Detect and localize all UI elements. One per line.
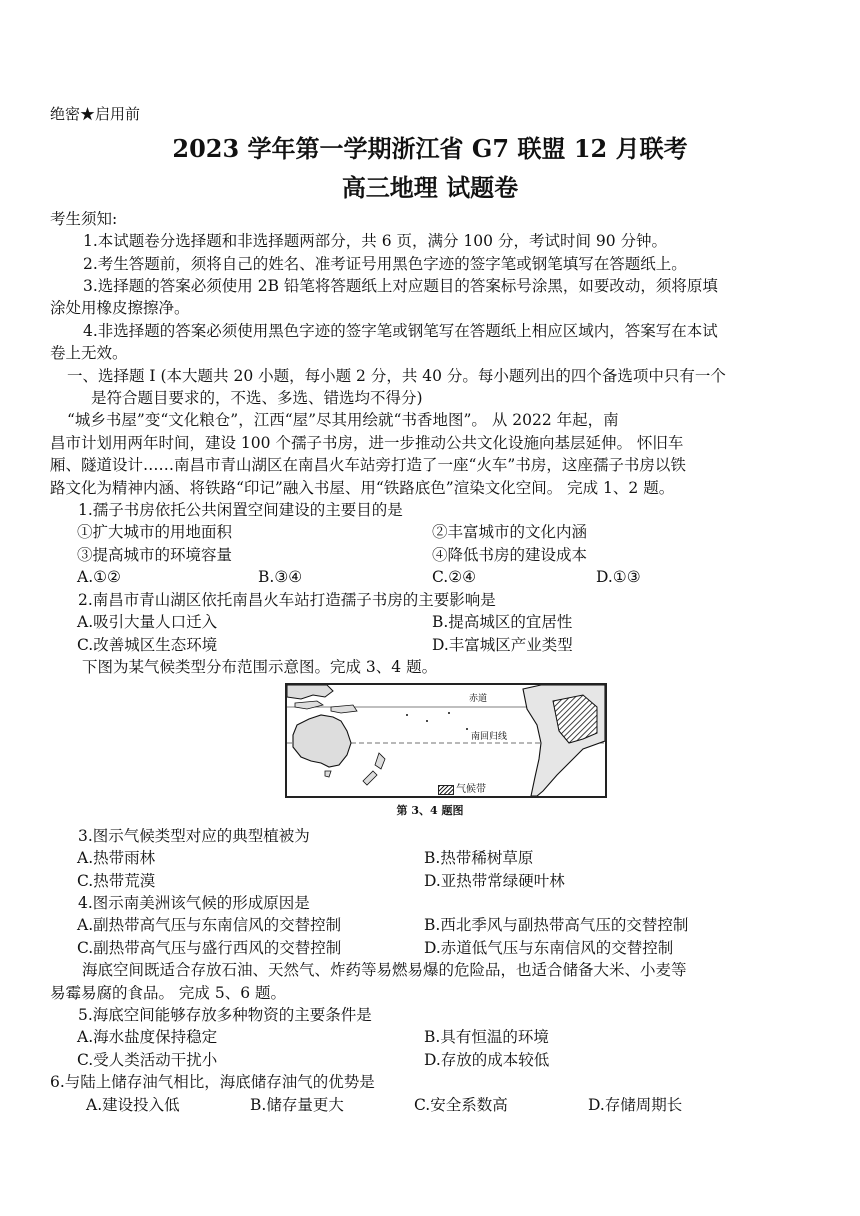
passage-1-line-2: 昌市计划用两年时间，建设 100 个孺子书房，进一步推动公共文化设施向基层延伸。 怀旧车 [50, 434, 684, 452]
legend-hatch-swatch [438, 785, 454, 795]
question-4-stem: 4.图示南美洲该气候的形成原因是 [78, 894, 310, 912]
legend-label: 气候带 [456, 784, 486, 795]
notice-line-3: 3.选择题的答案必须使用 2B 铅笔将答题纸上对应题目的答案标号涂黑，如要改动，须将原填 [83, 277, 718, 295]
question-3-option-d: D.亚热带常绿硬叶林 [424, 872, 565, 890]
question-1-option-a: A.①② [77, 568, 121, 586]
section-heading: 一、选择题 I (本大题共 20 小题，每小题 2 分，共 40 分。每小题列出的四个备选项中只有一个 [67, 367, 726, 385]
section-heading-cont: 是符合题目要求的，不选、多选、错选均不得分) [91, 389, 423, 407]
question-1-option-b: B.③④ [258, 568, 303, 586]
figure-caption: 第 3、4 题图 [396, 804, 464, 817]
question-1-stem: 1.孺子书房依托公共闲置空间建设的主要目的是 [78, 501, 403, 519]
passage-2-line-2: 易霉易腐的食品。 完成 5、6 题。 [50, 984, 287, 1002]
australia-land [293, 715, 351, 767]
climate-map-drawing [287, 685, 605, 796]
question-2-stem: 2.南昌市青山湖区依托南昌火车站打造孺子书房的主要影响是 [78, 591, 496, 609]
question-5-option-d: D.存放的成本较低 [424, 1051, 550, 1069]
notice-line-1: 1.本试题卷分选择题和非选择题两部分，共 6 页，满分 100 分，考试时间 90 分钟。 [83, 232, 668, 250]
question-3-option-c: C.热带荒漠 [77, 872, 156, 890]
question-5-stem: 5.海底空间能够存放多种物资的主要条件是 [78, 1006, 372, 1024]
question-2-option-c: C.改善城区生态环境 [77, 636, 218, 654]
confidential-label: 绝密★启用前 [50, 105, 141, 123]
exam-subtitle: 高三地理 试题卷 [341, 173, 519, 202]
question-3-option-a: A.热带雨林 [77, 849, 156, 867]
notice-line-4: 4.非选择题的答案必须使用黑色字迹的签字笔或钢笔写在答题纸上相应区域内，答案写在本试 [83, 322, 718, 340]
map-legend [438, 784, 486, 796]
question-6-option-c: C.安全系数高 [414, 1096, 508, 1114]
question-5-option-a: A.海水盐度保持稳定 [77, 1028, 218, 1046]
question-4-option-d: D.赤道低气压与东南信风的交替控制 [424, 939, 674, 957]
notice-line-3-cont: 涂处用橡皮擦擦净。 [50, 299, 190, 317]
question-4-option-a: A.副热带高气压与东南信风的交替控制 [77, 916, 342, 934]
question-1-option-c: C.②④ [432, 568, 477, 586]
notice-line-2: 2.考生答题前，须将自己的姓名、准考证号用黑色字迹的签字笔或钢笔填写在答题纸上。 [83, 255, 687, 273]
question-2-option-a: A.吸引大量人口迁入 [77, 613, 218, 631]
question-6-stem: 6.与陆上储存油气相比，海底储存油气的优势是 [50, 1073, 375, 1091]
asia-land [287, 685, 333, 699]
new-zealand-south [363, 771, 377, 785]
passage-2-line-1: 海底空间既适合存放石油、天然气、炸药等易燃易爆的危险品，也适合储备大米、小麦等 [82, 961, 687, 979]
passage-1-line-1: “城乡书屋”变“文化粮仓”，江西“屋”尽其用绘就“书香地图”。 从 2022 年起，南 [67, 411, 619, 429]
question-6-option-a: A.建设投入低 [86, 1096, 180, 1114]
question-3-stem: 3.图示气候类型对应的典型植被为 [78, 827, 310, 845]
question-1-item-3: ③提高城市的环境容量 [77, 546, 233, 564]
indonesia-land [295, 701, 323, 709]
figure-intro: 下图为某气候类型分布范围示意图。完成 3、4 题。 [82, 658, 438, 676]
question-1-item-1: ①扩大城市的用地面积 [77, 523, 233, 541]
new-zealand-north [375, 753, 385, 769]
tropic-label: 南回归线 [471, 732, 508, 742]
passage-1-line-4: 路文化为精神内涵、将铁路“印记”融入书屋、用“铁路底色”渲染文化空间。 完成 1、2 题。 [50, 479, 675, 497]
question-2-option-d: D.丰富城区产业类型 [432, 636, 573, 654]
question-1-option-d: D.①③ [596, 568, 641, 586]
question-6-option-d: D.存储周期长 [588, 1096, 683, 1114]
notice-heading: 考生须知: [50, 210, 118, 228]
question-6-option-b: B.储存量更大 [250, 1096, 344, 1114]
tasmania-land [325, 771, 331, 777]
equator-label: 赤道 [469, 694, 488, 704]
question-1-item-4: ④降低书房的建设成本 [432, 546, 588, 564]
question-5-option-b: B.具有恒温的环境 [424, 1028, 549, 1046]
climate-map [285, 683, 607, 798]
exam-title: 2023 学年第一学期浙江省 G7 联盟 12 月联考 [172, 134, 688, 163]
question-3-option-b: B.热带稀树草原 [424, 849, 534, 867]
question-4-option-c: C.副热带高气压与盛行西风的交替控制 [77, 939, 342, 957]
new-guinea-land [331, 705, 357, 713]
question-5-option-c: C.受人类活动干扰小 [77, 1051, 218, 1069]
notice-line-4-cont: 卷上无效。 [50, 344, 128, 362]
question-1-item-2: ②丰富城市的文化内涵 [432, 523, 588, 541]
question-2-option-b: B.提高城区的宜居性 [432, 613, 573, 631]
passage-1-line-3: 厢、隧道设计……南昌市青山湖区在南昌火车站旁打造了一座“火车”书房，这座孺子书房以铁 [50, 456, 686, 474]
question-4-option-b: B.西北季风与副热带高气压的交替控制 [424, 916, 689, 934]
